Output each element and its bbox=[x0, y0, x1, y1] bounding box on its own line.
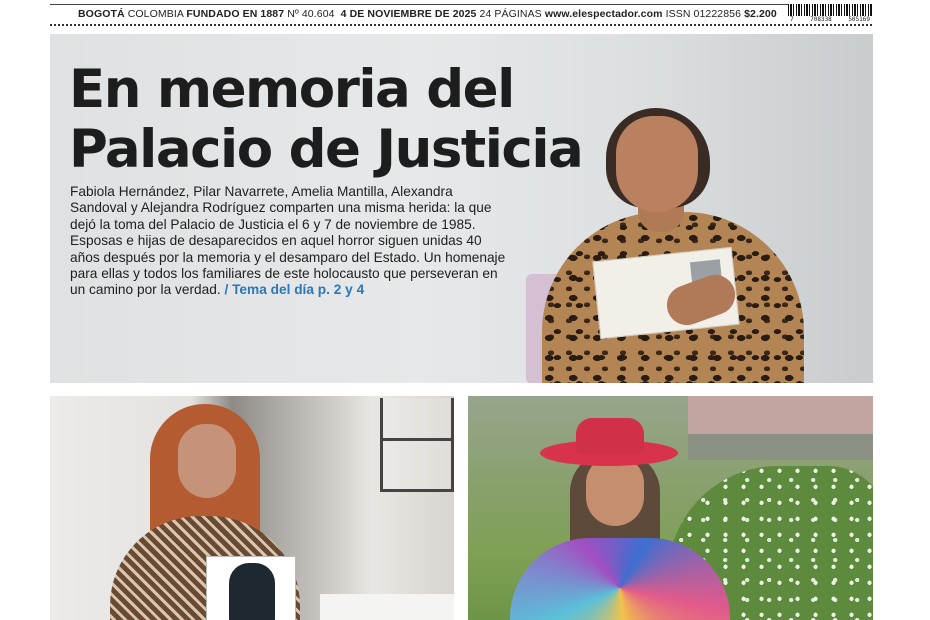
masthead-issue: Nº 40.604 bbox=[287, 8, 335, 20]
tema-del-dia-link[interactable]: / Tema del día p. 2 y 4 bbox=[224, 282, 365, 298]
masthead-pages: 24 PÁGINAS bbox=[479, 8, 542, 20]
barcode-number-left: 7 bbox=[790, 16, 794, 23]
shelf-shape bbox=[380, 398, 454, 492]
photo-woman-with-red-hat bbox=[468, 396, 873, 620]
barcode-numbers bbox=[788, 16, 872, 24]
masthead-country: COLOMBIA bbox=[127, 8, 184, 20]
table-shape bbox=[320, 594, 454, 620]
masthead-issn: ISSN 01222856 bbox=[665, 8, 742, 20]
portrait-photo-shape bbox=[206, 556, 296, 620]
hero-deck bbox=[70, 184, 508, 299]
masthead-website[interactable]: www.elespectador.com bbox=[544, 8, 663, 20]
masthead-dotted-rule bbox=[50, 24, 872, 26]
masthead-top-rule bbox=[50, 4, 790, 5]
masthead-city: BOGOTÁ bbox=[78, 8, 125, 20]
red-hat-crown-shape bbox=[576, 418, 644, 454]
masthead-strip bbox=[50, 0, 872, 26]
stone-ledge-shape bbox=[688, 434, 873, 460]
headline-line-1: En memoria del bbox=[69, 59, 514, 120]
headline-line-2: Palacio de Justicia bbox=[69, 119, 583, 180]
barcode-number-mid: 708338 bbox=[810, 16, 832, 23]
face-shape bbox=[586, 456, 644, 526]
masthead-date: 4 DE NOVIEMBRE DE 2025 bbox=[340, 8, 477, 20]
masthead-price: $2.200 bbox=[744, 8, 777, 20]
face-shape bbox=[178, 424, 236, 498]
hero-story bbox=[50, 34, 873, 383]
hero-deck-text: Fabiola Hernández, Pilar Navarrete, Amelia Mantilla, Alexandra Sandoval y Alejandra Rodríguez comparten una misma herida: la que dejó la toma del Palacio de Justicia el 6 y 7 de noviembre de 1985. Esposas e hijas de desaparecidos en aquel horror siguen unidas 40 años después por la memoria y el desamparo del Estado. Un homenaje para ellas y todos los familiares de este holocausto que perseveran en un camino por la verdad. bbox=[70, 184, 506, 298]
hero-headline bbox=[69, 60, 629, 180]
barcode-number-right: 505169 bbox=[848, 16, 870, 23]
photo-woman-with-portrait bbox=[50, 396, 454, 620]
masthead-info bbox=[78, 8, 777, 20]
masthead-founded: FUNDADO EN 1887 bbox=[186, 8, 285, 20]
